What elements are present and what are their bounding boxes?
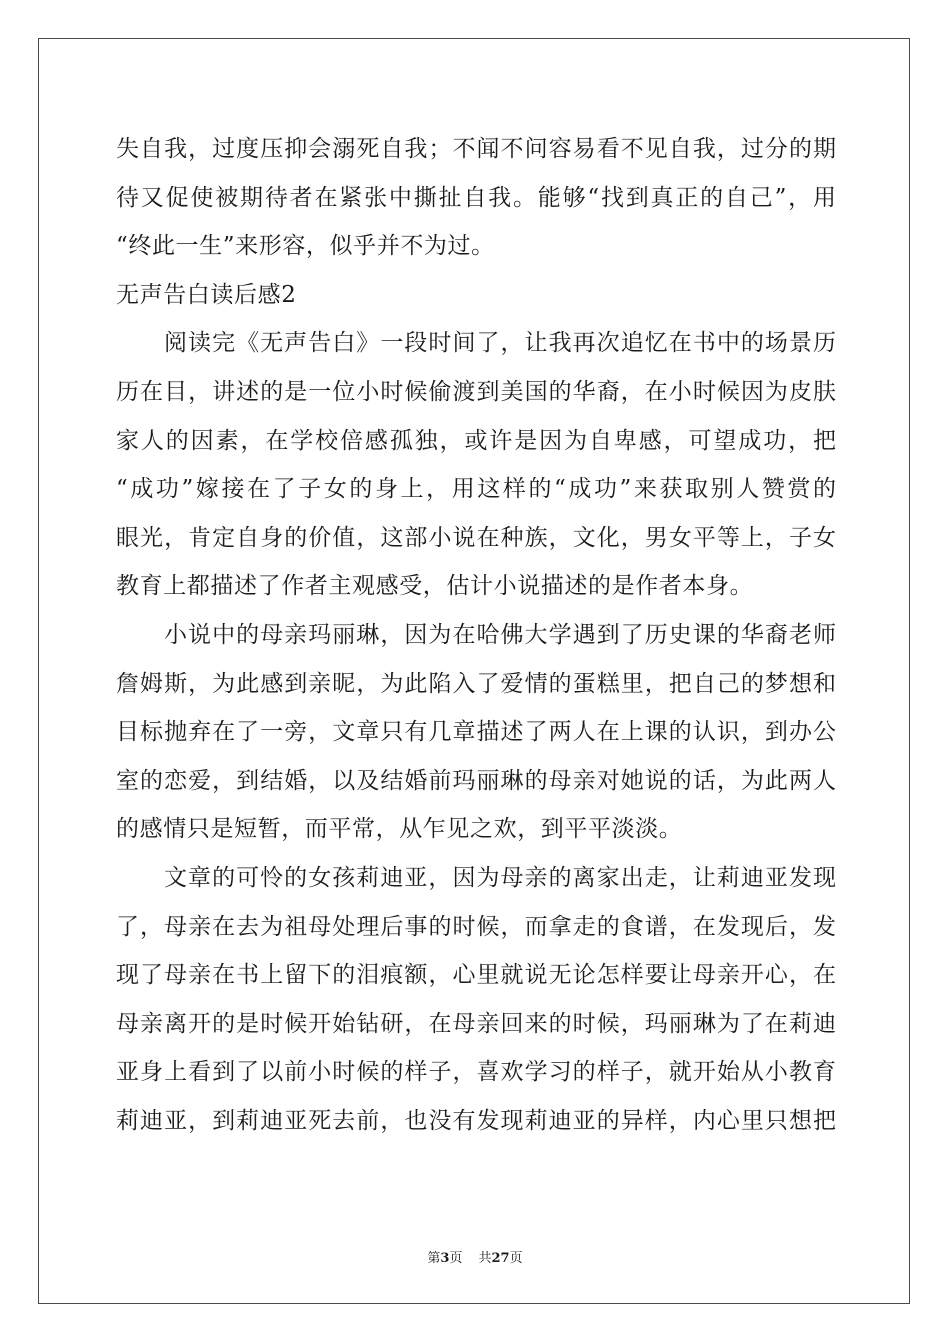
text-line: 失自我，过度压抑会溺死自我；不闻不问容易看不见自我，过分的期 (116, 136, 836, 162)
text-line: 目标抛弃在了一旁，文章只有几章描述了两人在上课的认识，到办公 (116, 719, 836, 746)
total-suffix: 页 (509, 1251, 523, 1266)
text-line: “终此一生”来形容，似乎并不为过。 (116, 233, 495, 260)
text-line: 家人的因素，在学校倍感孤独，或许是因为自卑感，可望成功，把 (116, 427, 836, 454)
text-line: 文章的可怜的女孩莉迪亚，因为母亲的离家出走，让莉迪亚发现 (164, 864, 836, 891)
text-line: 教育上都描述了作者主观感受，估计小说描述的是作者本身。 (116, 573, 754, 600)
text-line: 莉迪亚，到莉迪亚死去前，也没有发现莉迪亚的异样，内心里只想把 (116, 1107, 836, 1134)
text-line: 亚身上看到了以前小时候的样子，喜欢学习的样子，就开始从小教育 (116, 1059, 836, 1086)
text-line: 的感情只是短暂，而平常，从乍见之欢，到平平淡淡。 (116, 816, 683, 843)
page-number: 3 (440, 1251, 450, 1266)
text-line: “成功”嫁接在了子女的身上，用这样的“成功”来获取别人赞赏的 (116, 476, 836, 503)
total-pages: 27 (491, 1251, 510, 1266)
section-heading: 无声告白读后感2 (116, 281, 297, 308)
page-footer (0, 1247, 950, 1266)
text-line: 阅读完《无声告白》一段时间了，让我再次追忆在书中的场景历 (164, 330, 836, 357)
text-line: 小说中的母亲玛丽琳，因为在哈佛大学遇到了历史课的华裔老师 (164, 621, 836, 648)
text-line: 室的恋爱，到结婚，以及结婚前玛丽琳的母亲对她说的话，为此两人 (116, 767, 836, 794)
text-line: 詹姆斯，为此感到亲昵，为此陷入了爱情的蛋糕里，把自己的梦想和 (116, 670, 836, 697)
page-prefix: 第 (427, 1251, 441, 1266)
text-line: 历在目，讲述的是一位小时候偷渡到美国的华裔，在小时候因为皮肤 (116, 378, 836, 405)
total-prefix: 共 (478, 1251, 492, 1266)
text-line: 现了母亲在书上留下的泪痕额，心里就说无论怎样要让母亲开心，在 (116, 962, 836, 989)
document-body (116, 125, 836, 1145)
text-line: 母亲离开的是时候开始钻研，在母亲回来的时候，玛丽琳为了在莉迪 (116, 1010, 836, 1037)
page-suffix: 页 (449, 1251, 463, 1266)
text-line: 眼光，肯定自身的价值，这部小说在种族，文化，男女平等上，子女 (116, 524, 836, 551)
text-line: 了，母亲在去为祖母处理后事的时候，而拿走的食谱，在发现后，发 (116, 913, 836, 940)
text-line: 待又促使被期待者在紧张中撕扯自我。能够“找到真正的自己”，用 (116, 184, 836, 211)
